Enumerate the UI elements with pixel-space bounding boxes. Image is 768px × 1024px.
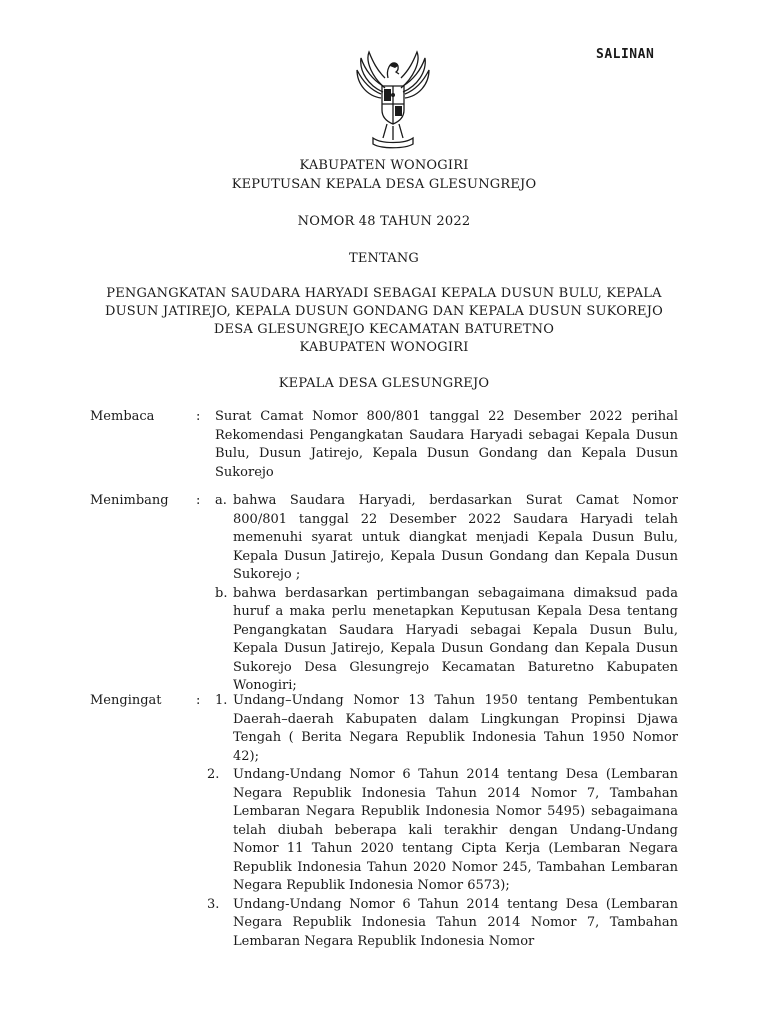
mengingat-body	[207, 692, 678, 951]
membaca-text: Surat Camat Nomor 800/801 tanggal 22 Desember 2022 perihal Rekomendasi Pengangkatan Saudara Haryadi sebagai Kepala Dusun Bulu, Dusun Jatirejo, Kepala Dusun Gondang dan Kepala Dusun Sukorejo	[215, 409, 678, 480]
subject-line: PENGANGKATAN SAUDARA HARYADI SEBAGAI KEPALA DUSUN BULU, KEPALA	[106, 286, 662, 301]
item-text: Undang–Undang Nomor 13 Tahun 1950 tentang Pembentukan Daerah–daerah Kabupaten dalam Lingkungan Propinsi Djawa Tengah ( Berita Negara Republik Indonesia Tahun 1950 Nomor 42);	[233, 693, 678, 764]
item-text: Undang-Undang Nomor 6 Tahun 2014 tentang Desa (Lembaran Negara Republik Indonesia Tahun 2014 Nomor 7, Tambahan Lembaran Negara Republik Indonesia Nomor	[233, 896, 678, 949]
item-marker: b.	[215, 585, 228, 601]
salinan-stamp: SALINAN	[596, 47, 655, 62]
decree-subject	[0, 285, 768, 357]
tentang-heading: TENTANG	[348, 251, 420, 266]
item-marker: a.	[215, 493, 227, 508]
section-colon: :	[196, 409, 201, 424]
decree-title: KEPUTUSAN KEPALA DESA GLESUNGREJO	[231, 177, 537, 192]
item-marker: 1.	[215, 693, 228, 708]
membaca-label: Membaca	[90, 409, 155, 424]
subject-line: DESA GLESUNGREJO KECAMATAN BATURETNO	[213, 322, 555, 337]
issuer-title: KEPALA DESA GLESUNGREJO	[278, 376, 490, 391]
mengingat-label: Mengingat	[90, 693, 162, 708]
mengingat-item	[207, 896, 678, 952]
header-block	[0, 156, 768, 194]
regency-title: KABUPATEN WONOGIRI	[299, 158, 469, 173]
item-marker: 3.	[207, 896, 220, 912]
item-text: Undang-Undang Nomor 6 Tahun 2014 tentang Desa (Lembaran Negara Republik Indonesia Tahun 2014 Nomor 7, Tambahan Lembaran Negara Republik Indonesia Nomor 5495) sebagaimana telah diubah beberapa kali terakhir dengan Undang-Undang Nomor 11 Tahun 2020 tentang Cipta Kerja (Lembaran Negara Republik Indonesia Tahun 2020 Nomor 245, Tambahan Lembaran Negara Republik Indonesia Nomor 6573);	[233, 767, 678, 893]
subject-line: KABUPATEN WONOGIRI	[299, 340, 469, 355]
menimbang-item	[215, 492, 678, 585]
section-colon: :	[196, 493, 201, 508]
item-text: bahwa Saudara Haryadi, berdasarkan Surat Camat Nomor 800/801 tanggal 22 Desember 2022 Saudara Haryadi telah memenuhi syarat untuk diangkat menjadi Kepala Dusun Bulu, Kepala Dusun Jatirejo, Kepala Dusun Gondang dan Kepala Dusun Sukorejo ;	[233, 493, 678, 582]
mengingat-item	[215, 692, 678, 766]
subject-line: DUSUN JATIREJO, KEPALA DUSUN GONDANG DAN KEPALA DUSUN SUKOREJO	[104, 304, 664, 319]
menimbang-body	[215, 492, 678, 696]
item-marker: 2.	[207, 767, 220, 782]
garuda-emblem-icon	[355, 48, 431, 152]
menimbang-item	[215, 585, 678, 696]
menimbang-label: Menimbang	[90, 493, 169, 508]
section-colon: :	[196, 693, 201, 708]
decree-number: NOMOR 48 TAHUN 2022	[297, 214, 471, 229]
item-text: bahwa berdasarkan pertimbangan sebagaimana dimaksud pada huruf a maka perlu menetapkan Keputusan Kepala Desa tentang Pengangkatan Saudara Haryadi sebagai Kepala Dusun Bulu, Kepala Dusun Jatirejo, Kepala Dusun Gondang dan Kepala Dusun Sukorejo Desa Glesungrejo Kecamatan Baturetno Kabupaten Wonogiri;	[233, 585, 678, 693]
mengingat-item	[207, 766, 678, 896]
